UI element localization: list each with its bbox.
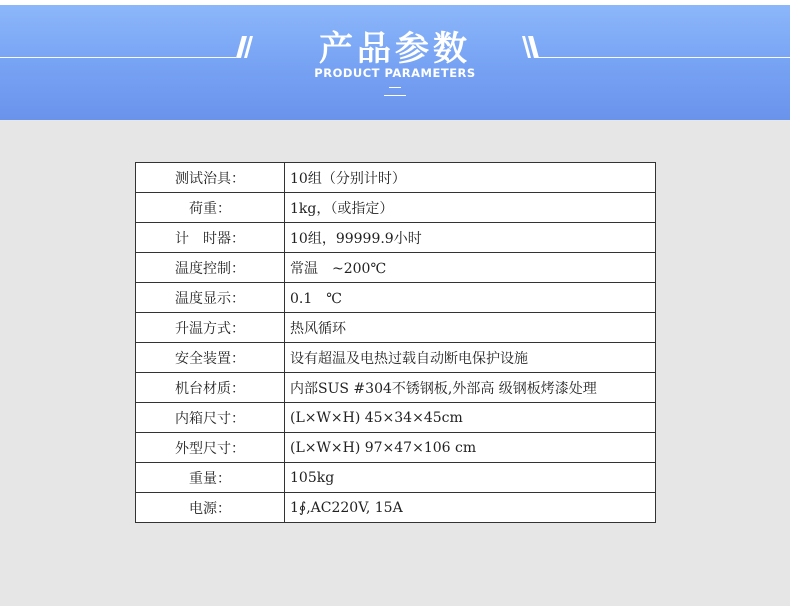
spec-label: 内箱尺寸： [136,403,285,433]
spec-row [136,253,656,283]
spec-value: 0.1 ℃ [285,283,656,313]
spec-label: 重量： [136,463,285,493]
spec-label: 温度控制： [136,253,285,283]
spec-value: 1kg，（或指定） [285,193,656,223]
spec-row [136,433,656,463]
header-banner [0,0,790,120]
spec-label: 升温方式： [136,313,285,343]
spec-row [136,163,656,193]
spec-value: 10组（分别计时） [285,163,656,193]
spec-row [136,373,656,403]
spec-row [136,193,656,223]
spec-value: 1∮,AC220V, 15A [285,493,656,523]
spec-row [136,463,656,493]
spec-label: 外型尺寸： [136,433,285,463]
spec-label: 计 时器： [136,223,285,253]
spec-row [136,403,656,433]
spec-row [136,493,656,523]
title-underline-icon [384,84,406,98]
page-title: 产品参数 [319,29,471,69]
page-subtitle: PRODUCT PARAMETERS [314,66,476,80]
spec-label: 测试治具： [136,163,285,193]
spec-row [136,223,656,253]
spec-row [136,313,656,343]
spec-value: 10组，99999.9小时 [285,223,656,253]
spec-label: 温度显示： [136,283,285,313]
spec-value: 内部SUS #304不锈钢板,外部高 级钢板烤漆处理 [285,373,656,403]
spec-label: 荷重： [136,193,285,223]
spec-value: 105kg [285,463,656,493]
spec-label: 电源： [136,493,285,523]
spec-value: 设有超温及电热过载自动断电保护设施 [285,343,656,373]
spec-value: (L×W×H) 97×47×106 cm [285,433,656,463]
spec-row [136,283,656,313]
spec-value: 常温 ~200℃ [285,253,656,283]
spec-label: 安全装置： [136,343,285,373]
spec-label: 机台材质： [136,373,285,403]
banner-top-strip [0,0,790,5]
spec-row [136,343,656,373]
spec-table [135,162,656,523]
spec-value: 热风循环 [285,313,656,343]
spec-value: (L×W×H) 45×34×45cm [285,403,656,433]
